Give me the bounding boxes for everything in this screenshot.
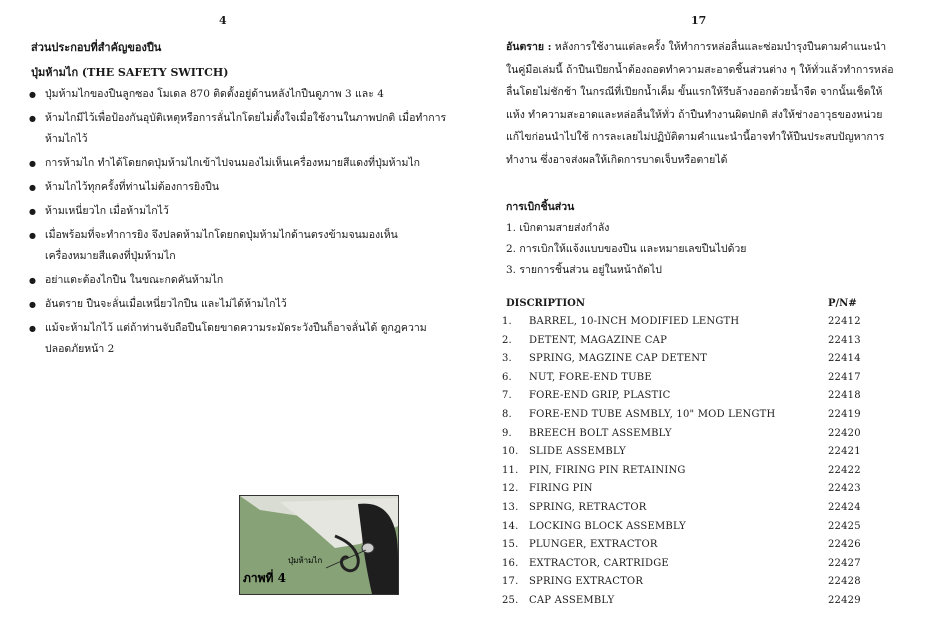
part-description: BARREL, 10-INCH MODIFIED LENGTH — [529, 316, 740, 327]
bullet-item: ● การห้ามไก ทำได้โดยกดปุ่มห้ามไกเข้าไปจนมองไม่เห็นเครื่องหมายสีแดงที่ปุ่มห้ามไก — [29, 153, 449, 174]
table-row — [502, 428, 902, 447]
right-page — [466, 0, 931, 623]
part-number: 22428 — [828, 576, 861, 588]
figure-callout-label: ปุ่มห้ามไก — [288, 556, 323, 565]
part-index: 13. — [502, 501, 519, 513]
table-row — [502, 521, 902, 540]
subsection-title: ปุ่มห้ามไก (THE SAFETY SWITCH) — [31, 66, 229, 79]
table-row — [502, 502, 902, 521]
part-index: 25. — [502, 594, 519, 606]
part-index: 2. — [502, 334, 512, 346]
table-row — [502, 335, 902, 354]
part-index: 14. — [502, 520, 519, 532]
bullet-item: ● เมื่อพร้อมที่จะทำการยิง จึงปลดห้ามไกโดยกดปุ่มห้ามไกด้านตรงข้ามจนมองเห็นเครื่องหมายสีแดงที่ปุ่มห้ามไก — [29, 225, 449, 267]
figure-caption: ภาพที่ 4 — [243, 571, 286, 585]
table-row — [502, 539, 902, 558]
part-number: 22413 — [828, 334, 861, 346]
part-description: NUT, FORE-END TUBE — [529, 371, 652, 383]
table-row — [502, 465, 902, 484]
step-item: 3. รายการชิ้นส่วน อยู่ในหน้าถัดไป — [506, 264, 662, 276]
part-description: SPRING, MAGZINE CAP DETENT — [529, 353, 708, 365]
bullet-item: ● ห้ามเหนี่ยวไก เมื่อห้ามไกไว้ — [29, 201, 449, 222]
part-description: PIN, FIRING PIN RETAINING — [529, 464, 686, 476]
warning-paragraph — [506, 36, 898, 171]
warning-label: อันตราย : — [506, 41, 552, 53]
part-description: PLUNGER, EXTRACTOR — [529, 539, 658, 551]
part-number: 22417 — [828, 371, 861, 383]
part-description: DETENT, MAGAZINE CAP — [529, 334, 667, 346]
part-number: 22427 — [828, 557, 861, 569]
table-header-part-number: P/N# — [828, 298, 857, 309]
part-index: 16. — [502, 557, 519, 569]
table-row — [502, 390, 902, 409]
part-number: 22421 — [828, 446, 861, 458]
disassembly-steps — [506, 218, 746, 281]
part-number: 22423 — [828, 483, 861, 495]
table-row — [502, 446, 902, 465]
part-description: EXTRACTOR, CARTRIDGE — [529, 557, 669, 569]
part-index: 15. — [502, 539, 519, 551]
part-description: BREECH BOLT ASSEMBLY — [529, 427, 672, 439]
part-number: 22418 — [828, 390, 861, 402]
bullet-item: ● อันตราย ปืนจะลั่นเมื่อเหนี่ยวไกปืน และไม่ได้ห้ามไกไว้ — [29, 294, 449, 315]
part-index: 8. — [502, 408, 512, 420]
part-index: 7. — [502, 390, 512, 402]
safety-bullet-list — [29, 84, 449, 363]
table-row — [502, 316, 902, 335]
table-row — [502, 409, 902, 428]
part-index: 3. — [502, 353, 512, 365]
part-number: 22425 — [828, 520, 861, 532]
part-index: 9. — [502, 427, 512, 439]
table-header-description: DISCRIPTION — [506, 298, 586, 309]
step-item: 2. การเบิกให้แจ้งแบบของปืน และหมายเลขปืนไปด้วย — [506, 243, 747, 255]
part-description: SLIDE ASSEMBLY — [529, 446, 626, 458]
section-title: ส่วนประกอบที่สำคัญของปืน — [31, 41, 162, 54]
table-row — [502, 372, 902, 391]
bullet-item: ● อย่าแตะต้องไกปืน ในขณะกดคันห้ามไก — [29, 270, 449, 291]
bullet-item: ● ห้ามไกไว้ทุกครั้งที่ท่านไม่ต้องการยิงปืน — [29, 177, 449, 198]
step-item: 1. เบิกตามสายส่งกำลัง — [506, 222, 610, 234]
table-row — [502, 576, 902, 595]
part-description: FIRING PIN — [529, 483, 593, 495]
disassembly-title: การเบิกชิ้นส่วน — [506, 201, 575, 213]
part-number: 22429 — [828, 594, 861, 606]
part-number: 22419 — [828, 408, 861, 420]
table-row — [502, 483, 902, 502]
part-number: 22420 — [828, 427, 861, 439]
figure-4-photo — [239, 495, 399, 595]
part-index: 10. — [502, 446, 519, 458]
part-number: 22422 — [828, 464, 861, 476]
part-index: 1. — [502, 316, 512, 327]
page-number: 17 — [691, 14, 707, 27]
page-number: 4 — [219, 14, 227, 27]
part-number: 22412 — [828, 316, 861, 327]
part-description: FORE-END TUBE ASMBLY, 10" MOD LENGTH — [529, 408, 776, 420]
bullet-item: ● ห้ามไกมีไว้เพื่อป้องกันอุบัติเหตุหรือการลั่นไกโดยไม่ตั้งใจเมื่อใช้งานในภาพปกติ เมื่อทำการห้ามไกไว้ — [29, 108, 449, 150]
table-row — [502, 558, 902, 577]
table-row — [502, 595, 902, 614]
part-description: FORE-END GRIP, PLASTIC — [529, 390, 671, 402]
part-index: 17. — [502, 576, 519, 588]
part-number: 22424 — [828, 501, 861, 513]
warning-text: หลังการใช้งานแต่ละครั้ง ให้ทำการหล่อลื่นและซ่อมบำรุงปืนตามคำแนะนำในคู่มือเล่มนี้ ถ้าปืนเปียกน้ำต้องถอดทำความสะอาดชิ้นส่วนต่าง ๆ ให้ทั่วแล้วทำการหล่อลื่นโดยไม่ชักช้า ในกรณีที่เปียกน้ำเค็ม ขั้นแรกให้รีบล้างออกด้วยน้ำจืด จากนั้นเช็ดให้แห้ง ทำความสะอาดและหล่อลื่นให้ทั่ว ถ้าปืนทำงานผิดปกติ ส่งให้ช่างอาวุธของหน่วยแก้ไขก่อนนำไปใช้ การละเลยไม่ปฏิบัติตามคำแนะนำนี้อาจทำให้ปืนประสบปัญหาการทำงาน ซึ่งอาจส่งผลให้เกิดการบาดเจ็บหรือตายได้ — [506, 41, 894, 166]
part-number: 22426 — [828, 539, 861, 551]
part-description: LOCKING BLOCK ASSEMBLY — [529, 520, 686, 532]
part-description: CAP ASSEMBLY — [529, 594, 615, 606]
part-index: 6. — [502, 371, 512, 383]
part-description: SPRING EXTRACTOR — [529, 576, 644, 588]
part-index: 11. — [502, 464, 519, 476]
bullet-item: ● แม้จะห้ามไกไว้ แต่ถ้าท่านจับถือปืนโดยขาดความระมัดระวังปืนก็อาจลั่นได้ ดูกฎความปลอดภัยหน้า 2 — [29, 318, 449, 360]
part-index: 12. — [502, 483, 519, 495]
part-number: 22414 — [828, 353, 861, 365]
table-row — [502, 353, 902, 372]
parts-table — [502, 316, 902, 614]
part-description: SPRING, RETRACTOR — [529, 501, 647, 513]
bullet-item: ● ปุ่มห้ามไกของปืนลูกซอง โมเดล 870 ติดตั้งอยู่ด้านหลังไกปืนดูภาพ 3 และ 4 — [29, 84, 449, 105]
